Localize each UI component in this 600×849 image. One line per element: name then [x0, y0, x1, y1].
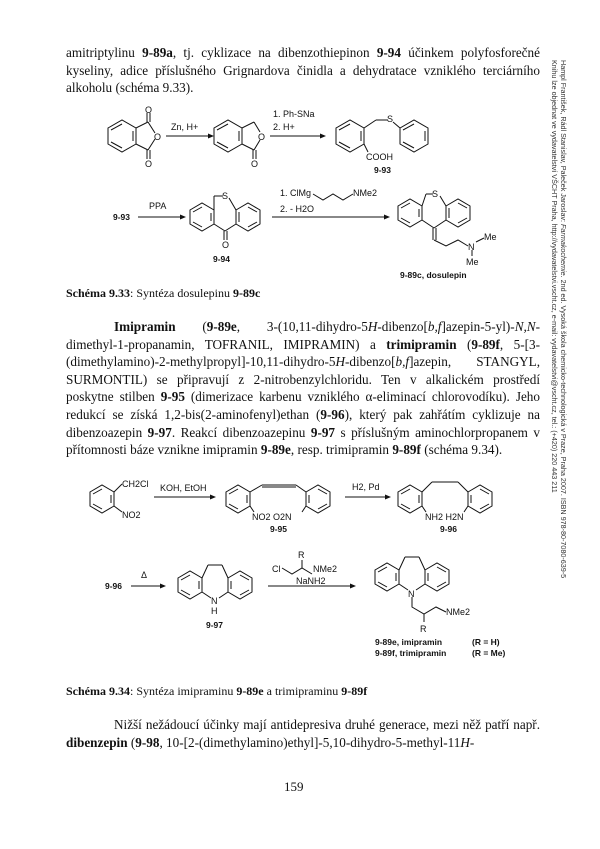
compound-label: 9-89f, trimipramin — [375, 648, 447, 658]
italic-text: b,f — [427, 319, 442, 334]
drug-name: dibenzepin — [66, 734, 128, 750]
arrow-head — [180, 215, 186, 220]
text: ]azepin-5-yl)- — [441, 319, 515, 334]
side-citation-line1 — [559, 60, 568, 578]
atom-o: O — [154, 132, 162, 142]
atom-n: N — [408, 589, 415, 599]
text: amitriptylinu — [66, 45, 143, 60]
atom-o: O — [258, 132, 266, 142]
text: -dibenzo[ — [377, 319, 428, 334]
arrow-head — [210, 495, 216, 500]
text: , resp. trimipramin — [290, 442, 393, 458]
no2-label: NO2 — [122, 510, 141, 520]
atom-o: O — [145, 105, 153, 115]
caption-title: Schéma 9.33 — [66, 286, 130, 300]
methyl-label: Me — [466, 257, 479, 267]
text: ( — [175, 319, 207, 334]
caption-text: : Syntéza imipraminu — [130, 684, 237, 698]
reagent-label: NMe2 — [353, 188, 378, 198]
atom-n: N — [468, 242, 475, 252]
reagent-label: PPA — [149, 201, 167, 211]
compound-label: 9-97 — [206, 620, 224, 630]
compound-ref: 9-97 — [310, 424, 336, 440]
book-title: Farmakochemie — [559, 224, 568, 276]
compound-label: 9-94 — [213, 254, 231, 264]
text: , 5-[3-(dimethylamino)-2-methylpropyl]-10,11-dihydro-5 — [66, 336, 540, 370]
phthalide-structure — [214, 120, 265, 169]
r-definition: (R = Me) — [472, 648, 506, 658]
compound-ref: 9-89a — [142, 45, 173, 60]
reagent-label: KOH, EtOH — [160, 483, 207, 493]
compound-ref: 9-89e — [206, 319, 237, 334]
paragraph-imipramin — [66, 318, 540, 459]
reagent-label: 2. H+ — [273, 122, 295, 132]
atom-o: O — [145, 159, 153, 169]
propyl-chain — [313, 194, 353, 200]
reagent-label: Cl — [272, 564, 281, 574]
compound-9-95-structure — [226, 485, 330, 522]
reagent-label: 2. - H2O — [280, 204, 315, 214]
citation-text: Hampl František, Rádl Stanislav, Paleček Jaroslav: — [559, 60, 568, 225]
italic-text: b,f — [395, 354, 410, 370]
caption-text: : Syntéza dosulepinu — [130, 286, 233, 300]
text: ( — [127, 734, 136, 750]
reagent-label: NaNH2 — [296, 576, 326, 586]
compound-ref: 9-89f — [341, 684, 368, 698]
compound-label: 9-96 — [105, 581, 123, 591]
drug-name: Imipramin — [114, 319, 176, 334]
text: (dimerizace karbenu vzniklého α-eliminací chlorovodíku). Jeho redukcí se získá 1,2-bis(2-aminofenyl)ethan ( — [66, 389, 540, 422]
reagent-label: Zn, H+ — [171, 122, 199, 132]
compound-ref: 9-97 — [147, 424, 172, 440]
text: . Reakcí dibenzoazepinu — [171, 424, 311, 440]
caption-title: Schéma 9.34 — [66, 684, 130, 698]
imipramin-structure — [375, 557, 470, 634]
italic-text: N,N — [514, 319, 536, 334]
methyl-label: Me — [484, 232, 497, 242]
paragraph-dibenzepin — [66, 716, 540, 751]
paragraph-intro — [66, 44, 540, 97]
atom-n: N — [211, 596, 218, 606]
text: (schéma 9.34). — [420, 442, 503, 458]
compound-ref: 9-89f — [392, 442, 421, 458]
italic-text: H — [335, 354, 345, 370]
text: s příslušným aminochlorpropanem v přítomnosti báze vznikne imipramin — [66, 424, 540, 458]
reagent-label: H2, Pd — [352, 482, 380, 492]
compound-9-96-structure — [398, 482, 492, 522]
atom-s: S — [432, 189, 439, 199]
compound-9-93-structure — [336, 114, 428, 162]
chain — [282, 568, 312, 574]
nme2-label: NMe2 — [446, 607, 471, 617]
scheme-caption — [66, 286, 260, 301]
r-definition: (R = H) — [472, 637, 500, 647]
text: , 10-[2-(dimethylamino)ethyl]-5,10-dihydro-5-methyl-11 — [159, 734, 461, 750]
atom-h: H — [211, 606, 218, 616]
compound-ref: 9-96 — [320, 406, 345, 422]
atom-s: S — [387, 114, 394, 124]
text: ( — [456, 336, 472, 352]
atom-o: O — [222, 240, 230, 250]
compound-label: 9-93 — [374, 165, 392, 175]
atom-o: O — [251, 159, 259, 169]
reagent-label: 1. ClMg — [280, 188, 312, 198]
side-citation-line2: Knihu lze objednat ve vydavatelství VŠCHT Praha, http://vydavatelstvi.vscht.cz, e-mail: vydavatelstvi@vscht.cz, tel.: (+420) 220 443 211 — [550, 60, 559, 493]
scheme-9-34 — [0, 475, 545, 675]
nitro-pair-label: NO2 O2N — [252, 512, 292, 522]
compound-9-94-structure — [190, 191, 260, 250]
compound-label: 9-89c, dosulepin — [400, 270, 467, 280]
ch2cl-label: CH2Cl — [122, 479, 149, 489]
compound-ref: 9-94 — [376, 45, 401, 60]
arrow-head — [320, 134, 326, 139]
caption-text: a trimipraminu — [263, 684, 342, 698]
phthalic-anhydride-structure — [108, 105, 161, 169]
arrow-head — [208, 134, 214, 139]
compound-ref: 9-95 — [160, 389, 185, 405]
citation-text: . 2nd ed. Vysoká škola chemicko-technologická v Praze, Praha 2007. ISBN 978-80-7080-639-5 — [559, 275, 568, 579]
compound-label: 9-93 — [113, 212, 131, 222]
arrow-head — [385, 495, 391, 500]
compound-label: 9-95 — [270, 524, 288, 534]
italic-text: H — [367, 319, 378, 334]
r-group: R — [298, 550, 305, 560]
text: - — [469, 734, 475, 750]
arrow-head — [160, 584, 166, 589]
text: účinkem polyfosforečné kyseliny, adice příslušného Grignardova činidla a dehydratace vzniklého terciárního alkoholu (schéma 9.33). — [66, 45, 540, 96]
text: -dibenzo[ — [344, 354, 396, 370]
reagent-label: 1. Ph-SNa — [273, 109, 315, 119]
drug-name: trimipramin — [386, 336, 457, 352]
atom-s: S — [222, 191, 229, 201]
compound-ref: 9-89e — [260, 442, 291, 458]
scheme-caption — [66, 684, 367, 699]
text: , tj. cyklizace na dibenzothiepinon — [172, 45, 377, 60]
page-number: 159 — [284, 779, 304, 794]
cooh-label: COOH — [366, 152, 393, 162]
compound-ref: 9-89f — [471, 336, 500, 352]
italic-text: H — [460, 734, 470, 750]
text: , 3-(10,11-dihydro-5 — [236, 319, 368, 334]
compound-ref: 9-98 — [135, 734, 160, 750]
dosulepin-structure — [398, 189, 497, 267]
compound-label: 9-89e, imipramin — [375, 637, 443, 647]
arrow-head — [350, 584, 356, 589]
amino-pair-label: NH2 H2N — [425, 512, 464, 522]
r-group: R — [420, 624, 427, 634]
arrow-head — [384, 215, 390, 220]
text: ]azepin, STANGYL, SURMONTIL) se připravují z 2-nitrobenzylchloridu. Ten v alkalickém prostředí poskytne stilben — [66, 354, 540, 405]
compound-ref: 9-89c — [232, 286, 261, 300]
reagent-label: Δ — [141, 570, 148, 580]
scheme-9-33 — [0, 100, 545, 285]
reagent-label: NMe2 — [313, 564, 338, 574]
text: ), který pak zahřátím cyklizuje na dibenzoazepin — [66, 406, 540, 440]
compound-ref: 9-89e — [236, 684, 264, 698]
compound-label: 9-96 — [440, 524, 458, 534]
compound-9-97-structure — [178, 565, 252, 616]
text: -dimethyl-1-propanamin, TOFRANIL, IMIPRAMIN) a — [66, 319, 540, 352]
text: Nižší nežádoucí účinky mají antidepresiva druhé generace, mezi něž patří např. — [114, 717, 540, 732]
nitrobenzylchloride-structure — [90, 479, 149, 520]
